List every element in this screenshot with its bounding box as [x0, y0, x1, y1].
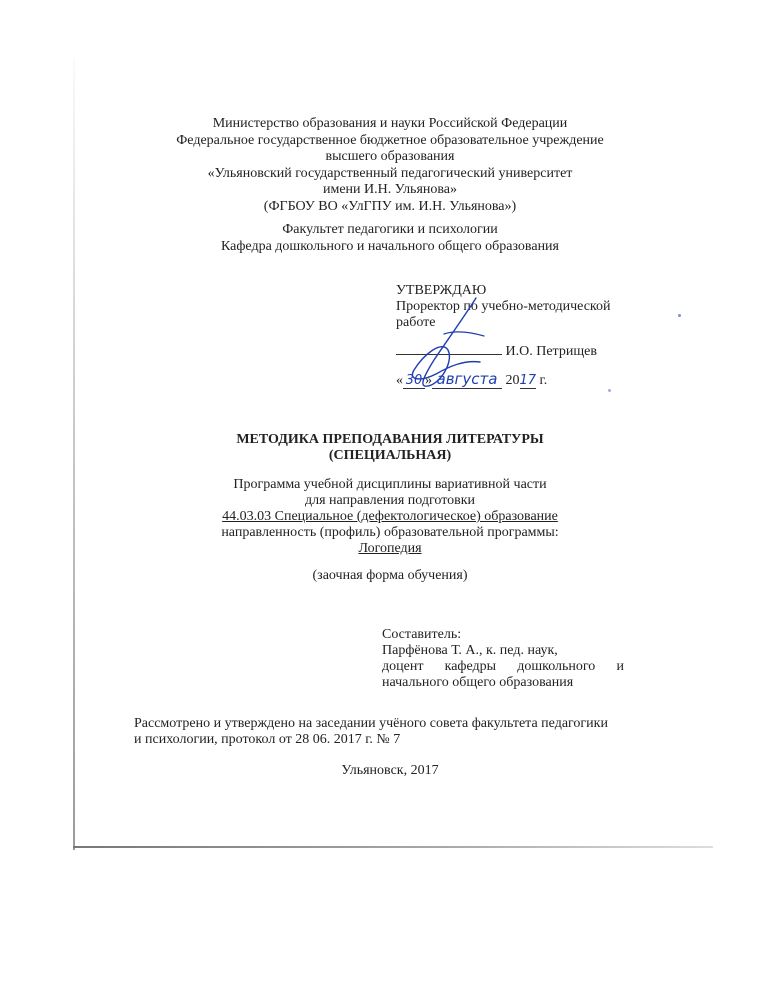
date-day: 30	[403, 373, 425, 389]
date-year-unit: г.	[539, 373, 548, 388]
program-description	[140, 477, 640, 557]
scan-speck	[608, 389, 611, 392]
date-open-quote: «	[396, 373, 403, 388]
date-month: августа	[432, 370, 502, 389]
author-label: Составитель:	[382, 627, 462, 642]
approval-heading: УТВЕРЖДАЮ	[396, 283, 487, 298]
title-line1: МЕТОДИКА ПРЕПОДАВАНИЯ ЛИТЕРАТУРЫ	[236, 432, 544, 447]
approval-position-line2: работе	[396, 315, 436, 330]
faculty-name: Факультет педагогики и психологии	[282, 222, 498, 237]
university-line: «Ульяновский государственный педагогический университет	[207, 165, 573, 181]
title-line2: (СПЕЦИАЛЬНАЯ)	[328, 448, 452, 463]
author-position-word: и	[616, 659, 624, 674]
program-line2: для направления подготовки	[304, 493, 476, 508]
author-position-line2: начального общего образования	[382, 675, 574, 690]
faculty-block	[140, 222, 640, 255]
program-line4: направленность (профиль) образовательной программы:	[221, 525, 559, 540]
education-level-line: высшего образования	[325, 149, 455, 164]
date-year-prefix: 20	[505, 373, 520, 388]
program-line1: Программа учебной дисциплины вариативной части	[233, 477, 547, 492]
city-year: Ульяновск, 2017	[341, 763, 439, 778]
abbreviation-line: (ФГБОУ ВО «УлГПУ им. И.Н. Ульянова»)	[263, 198, 517, 214]
author-name: Парфёнова Т. А., к. пед. наук,	[382, 643, 558, 658]
author-block	[382, 627, 624, 691]
ministry-line: Министерство образования и науки Российской Федерации	[212, 116, 568, 131]
review-note	[134, 716, 644, 748]
handwritten-signature	[384, 290, 524, 400]
review-line2: и психологии, протокол от 28 06. 2017 г. № 7	[134, 732, 401, 747]
author-position-word: кафедры	[444, 659, 497, 674]
approval-position-line1: Проректор по учебно-методической	[396, 299, 611, 314]
institution-header	[140, 116, 640, 215]
review-line1: Рассмотрено и утверждено на заседании учёного совета факультета педагогики	[134, 716, 608, 731]
date-close-quote: »	[425, 373, 432, 388]
signatory-name: И.О. Петрищев	[505, 344, 597, 359]
date-year-suffix: 17	[519, 373, 537, 388]
scan-edge-bottom	[73, 846, 713, 848]
author-position-word: доцент	[382, 659, 424, 674]
scan-speck	[678, 314, 681, 317]
named-after-line: имени И.Н. Ульянова»	[322, 182, 458, 197]
author-position-line1	[382, 659, 624, 675]
author-position-word: дошкольного	[517, 659, 596, 674]
institution-type-line: Федеральное государственное бюджетное образовательное учреждение	[176, 132, 604, 148]
scan-edge-left	[73, 60, 75, 850]
program-direction: 44.03.03 Специальное (дефектологическое) образование	[222, 509, 558, 524]
discipline-title	[140, 432, 640, 464]
study-form: (заочная форма обучения)	[312, 568, 468, 583]
department-name: Кафедра дошкольного и начального общего образования	[220, 238, 559, 254]
program-profile: Логопедия	[358, 541, 422, 556]
